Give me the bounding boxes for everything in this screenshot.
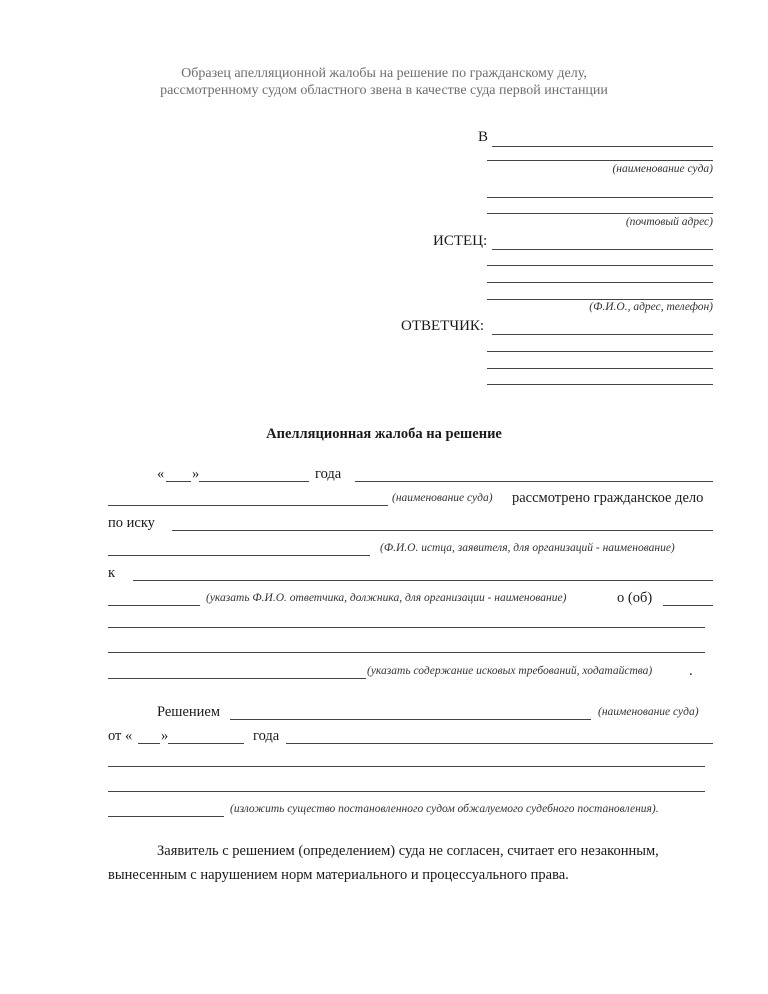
header-line-2: рассмотренному судом областного звена в качестве суда первой инстанции <box>160 83 608 98</box>
court-line-2 <box>487 160 713 161</box>
court-blank <box>108 505 388 506</box>
claims-line-1 <box>108 627 705 628</box>
essence-line-1 <box>108 766 705 767</box>
plaintiff-line-1 <box>492 249 713 250</box>
court-name-hint: (наименование суда) <box>612 163 713 175</box>
from-rest-line <box>286 743 713 744</box>
month-blank <box>199 481 309 482</box>
about-blank <box>663 605 713 606</box>
header-line-1: Образец апелляционной жалобы на решение по гражданскому делу, <box>181 66 587 81</box>
claimant-line <box>172 530 713 531</box>
by-claim-text: по иску <box>108 515 155 531</box>
defendant-line-1 <box>492 334 713 335</box>
disagree-line-2: вынесенным с нарушением норм материального и процессуального права. <box>108 867 569 883</box>
about-text: о (об) <box>617 590 653 606</box>
essence-line-2 <box>108 791 705 792</box>
decision-word: Решением <box>157 704 221 720</box>
plaintiff-line-2 <box>487 265 713 266</box>
date-open-quote: « <box>157 466 165 482</box>
document-title: Апелляционная жалоба на решение <box>266 426 502 442</box>
claimant-blank <box>108 555 370 556</box>
claims-blank <box>108 678 366 679</box>
claims-line-2 <box>108 652 705 653</box>
address-line-2 <box>487 213 713 214</box>
year-word: года <box>315 466 342 482</box>
from-close-quote: » <box>161 728 169 744</box>
essence-blank <box>108 816 224 817</box>
plaintiff-line-4 <box>487 299 713 300</box>
date-rest-line <box>355 481 713 482</box>
essence-hint: (изложить существо постановленного судом обжалуемого судебного постановления). <box>230 803 659 815</box>
year-word-2: года <box>253 728 280 744</box>
to-label: В <box>478 129 489 145</box>
from-day-blank <box>138 743 160 744</box>
defendant-label: ОТВЕТЧИК: <box>401 318 485 334</box>
court-line-1 <box>492 146 713 147</box>
defendant-name-line <box>133 580 713 581</box>
plaintiff-line-3 <box>487 282 713 283</box>
defendant-blank <box>108 605 200 606</box>
defendant-line-4 <box>487 384 713 385</box>
decision-court-line <box>230 719 591 720</box>
day-blank <box>166 481 191 482</box>
address-line-1 <box>487 197 713 198</box>
to-word: к <box>108 565 116 581</box>
defendant-line-2 <box>487 351 713 352</box>
disagree-line-1: Заявитель с решением (определением) суда не согласен, считает его незаконным, <box>157 843 659 859</box>
plaintiff-label: ИСТЕЦ: <box>433 233 488 249</box>
claims-period: . <box>689 663 693 679</box>
postal-address-hint: (почтовый адрес) <box>625 216 713 228</box>
defendant-line-3 <box>487 368 713 369</box>
claims-hint: (указать содержание исковых требований, ходатайства) <box>367 665 653 677</box>
from-month-blank <box>168 743 244 744</box>
plaintiff-hint: (Ф.И.О., адрес, телефон) <box>589 301 713 313</box>
defendant-hint: (указать Ф.И.О. ответчика, должника, для организации - наименование) <box>206 592 567 604</box>
date-close-quote: » <box>192 466 200 482</box>
claimant-hint: (Ф.И.О. истца, заявителя, для организаций - наименование) <box>380 542 675 554</box>
court-name-hint-2: (наименование суда) <box>392 492 493 504</box>
decision-court-hint: (наименование суда) <box>598 706 699 718</box>
from-word: от « <box>108 728 133 744</box>
considered-text: рассмотрено гражданское дело <box>512 490 704 506</box>
